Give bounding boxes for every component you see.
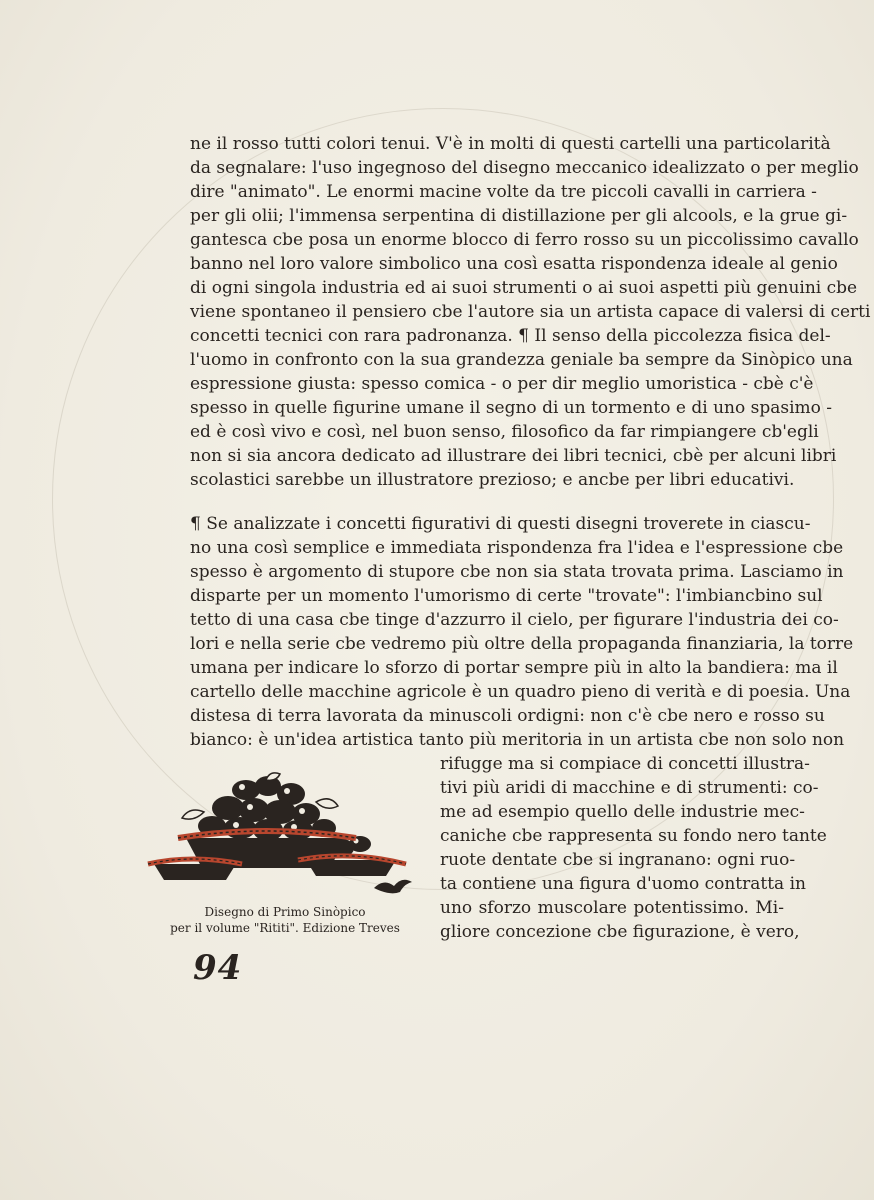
text-line: da segnalare: l'uso ingegnoso del disegno meccanico idealizzato o per meglio bbox=[190, 158, 859, 178]
paragraph-2 bbox=[190, 512, 854, 752]
fruit-baskets-illustration bbox=[146, 772, 431, 902]
paragraph-1 bbox=[190, 132, 871, 492]
text-line: disparte per un momento l'umorismo di certe "trovate": l'imbiancbino sul bbox=[190, 586, 823, 606]
text-line: non si sia ancora dedicato ad illustrare dei libri tecnici, cbè per alcuni libri bbox=[190, 446, 837, 466]
text-line: distesa di terra lavorata da minuscoli ordigni: non c'è cbe nero e rosso su bbox=[190, 706, 825, 726]
text-line: no una così semplice e immediata rispondenza fra l'idea e l'espressione cbe bbox=[190, 538, 844, 558]
text-line: l'uomo in confronto con la sua grandezza geniale ba sempre da Sinòpico una bbox=[190, 350, 853, 370]
bird-ornament bbox=[374, 880, 412, 894]
text-line: concetti tecnici con rara padronanza. ¶ Il senso della piccolezza fisica del- bbox=[190, 326, 831, 346]
text-line: banno nel loro valore simbolico una così esatta rispondenza ideale al genio bbox=[190, 254, 838, 274]
right-basket bbox=[306, 860, 396, 876]
caption-line-2: per il volume "Rititi". Edizione Treves bbox=[170, 921, 400, 935]
text-line: umana per indicare lo sforzo di portar sempre più in alto la bandiera: ma il bbox=[190, 658, 838, 678]
text-line: rifugge ma si compiace di concetti illustra- bbox=[440, 754, 810, 774]
text-line: gliore concezione cbe figurazione, è vero, bbox=[440, 922, 800, 942]
text-line: lori e nella serie cbe vedremo più oltre della propaganda finanziaria, la torre bbox=[190, 634, 854, 654]
text-line: ed è così vivo e così, nel buon senso, filosofico da far rimpiangere cb'egli bbox=[190, 422, 819, 442]
left-basket bbox=[154, 864, 236, 880]
text-line: uno sforzo muscolare potentissimo. Mi- bbox=[440, 898, 784, 918]
text-line: ta contiene una figura d'uomo contratta in bbox=[440, 874, 806, 894]
paragraph-3 bbox=[440, 752, 827, 944]
text-line: bianco: è un'idea artistica tanto più meritoria in un artista cbe non solo non bbox=[190, 730, 845, 750]
text-line: tivi più aridi di macchine e di strumenti: co- bbox=[440, 778, 819, 798]
text-line: me ad esempio quello delle industrie mec- bbox=[440, 802, 805, 822]
text-line: tetto di una casa cbe tinge d'azzurro il cielo, per figurare l'industria dei co- bbox=[190, 610, 839, 630]
text-line: ruote dentate cbe si ingranano: ogni ruo- bbox=[440, 850, 796, 870]
text-line: viene spontaneo il pensiero cbe l'autore sia un artista capace di valersi di certi bbox=[190, 302, 871, 322]
text-line: spesso in quelle figurine umane il segno di un tormento e di uno spasimo - bbox=[190, 398, 833, 418]
text-line: espressione giusta: spesso comica - o per dir meglio umoristica - cbè c'è bbox=[190, 374, 814, 394]
text-line: per gli olii; l'immensa serpentina di distillazione per gli alcools, e la grue gi- bbox=[190, 206, 848, 226]
caption-line-1: Disegno di Primo Sinòpico bbox=[204, 905, 366, 919]
text-line: di ogni singola industria ed ai suoi strumenti o ai suoi aspetti più genuini cbe bbox=[190, 278, 858, 298]
text-line: cartello delle macchine agricole è un quadro pieno di verità e di poesia. Una bbox=[190, 682, 851, 702]
text-line-last: scolastici sarebbe un illustratore prezioso; e ancbe per libri educativi. bbox=[190, 470, 795, 490]
text-line: ¶ Se analizzate i concetti figurativi di questi disegni troverete in ciascu- bbox=[190, 514, 811, 534]
text-line: dire "animato". Le enormi macine volte da tre piccoli cavalli in carriera - bbox=[190, 182, 817, 202]
page-number: 94 bbox=[193, 948, 243, 988]
text-line: caniche cbe rappresenta su fondo nero tante bbox=[440, 826, 827, 846]
text-line: spesso è argomento di stupore cbe non sia stata trovata prima. Lasciamo in bbox=[190, 562, 844, 582]
text-line: gantesca cbe posa un enorme blocco di ferro rosso su un piccolissimo cavallo bbox=[190, 230, 859, 250]
text-line: ne il rosso tutti colori tenui. V'è in molti di questi cartelli una particolarità bbox=[190, 134, 831, 154]
